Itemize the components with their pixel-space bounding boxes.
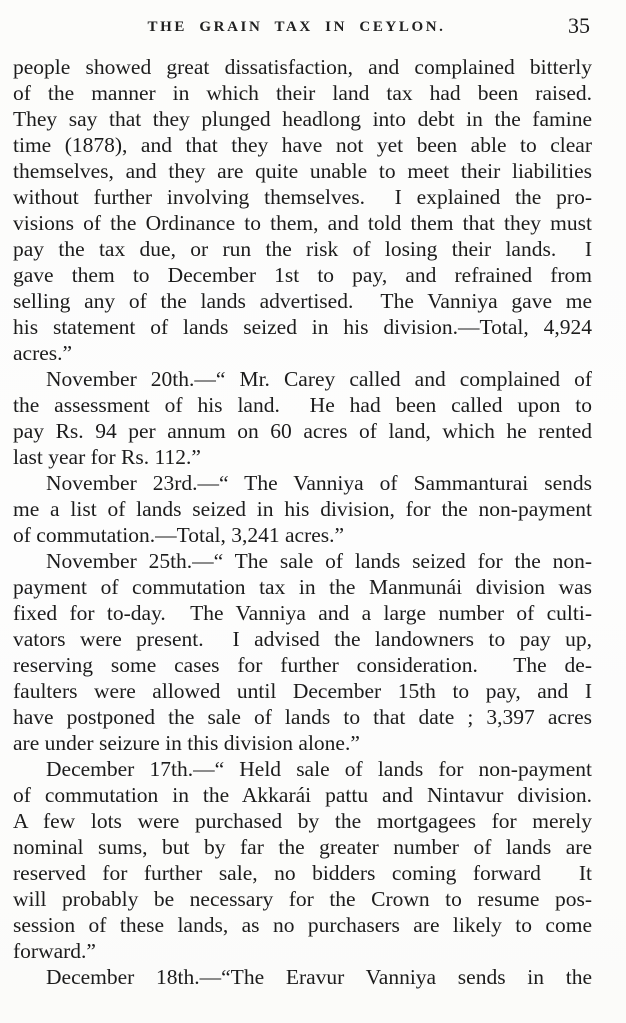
text-line: me a list of lands seized in his division, for the non-payment xyxy=(13,497,592,521)
text-line: payment of commutation tax in the Manmunái division was xyxy=(13,575,592,599)
text-line: themselves, and they are quite unable to meet their liabilities xyxy=(13,159,592,183)
text-line: visions of the Ordinance to them, and told them that they must xyxy=(13,211,592,235)
text-line: gave them to December 1st to pay, and refrained from xyxy=(13,263,592,287)
text-line: November 20th.—“ Mr. Carey called and complained of xyxy=(46,367,592,391)
paragraph xyxy=(13,756,592,964)
text-line: faulters were allowed until December 15th to pay, and I xyxy=(13,679,592,703)
text-line: acres.” xyxy=(13,341,73,365)
text-line: forward.” xyxy=(13,939,96,963)
text-line: A few lots were purchased by the mortgagees for merely xyxy=(13,809,592,833)
paragraph xyxy=(13,366,592,470)
text-line: time (1878), and that they have not yet been able to clear xyxy=(13,133,592,157)
text-line: December 17th.—“ Held sale of lands for non-payment xyxy=(46,757,592,781)
text-line: will probably be necessary for the Crown to resume pos- xyxy=(13,887,592,911)
text-line: of commutation in the Akkarái pattu and Nintavur division. xyxy=(13,783,592,807)
text-line: reserving some cases for further consideration. The de- xyxy=(13,653,592,677)
paragraph xyxy=(13,548,592,756)
text-line: session of these lands, as no purchasers are likely to come xyxy=(13,913,592,937)
page-number: 35 xyxy=(568,13,590,38)
text-line: fixed for to-day. The Vanniya and a large number of culti- xyxy=(13,601,592,625)
text-line: of the manner in which their land tax had been raised. xyxy=(13,81,592,105)
page-header xyxy=(13,12,592,42)
text-line: November 23rd.—“ The Vanniya of Sammanturai sends xyxy=(46,471,592,495)
text-line: They say that they plunged headlong into debt in the famine xyxy=(13,107,592,131)
text-line: pay Rs. 94 per annum on 60 acres of land, which he rented xyxy=(13,419,592,443)
text-line: have postponed the sale of lands to that date ; 3,397 acres xyxy=(13,705,592,729)
text-line: last year for Rs. 112.” xyxy=(13,445,201,469)
text-line: without further involving themselves. I explained the pro- xyxy=(13,185,592,209)
text-line: selling any of the lands advertised. The Vanniya gave me xyxy=(13,289,592,313)
text-line: vators were present. I advised the landowners to pay up, xyxy=(13,627,592,651)
text-line: December 18th.—“The Eravur Vanniya sends in the xyxy=(46,965,592,989)
text-line: the assessment of his land. He had been called upon to xyxy=(13,393,592,417)
text-line: reserved for further sale, no bidders coming forward It xyxy=(13,861,592,885)
paragraph xyxy=(13,964,592,990)
page-body xyxy=(13,54,592,990)
text-line: November 25th.—“ The sale of lands seized for the non- xyxy=(46,549,592,573)
text-line: his statement of lands seized in his division.—Total, 4,924 xyxy=(13,315,592,339)
paragraph xyxy=(13,470,592,548)
text-line: pay the tax due, or run the risk of losing their lands. I xyxy=(13,237,592,261)
text-line: nominal sums, but by far the greater number of lands are xyxy=(13,835,592,859)
text-line: of commutation.—Total, 3,241 acres.” xyxy=(13,523,345,547)
text-line: people showed great dissatisfaction, and complained bitterly xyxy=(13,55,592,79)
page-title: THE GRAIN TAX IN CEYLON. xyxy=(147,19,446,35)
text-line: are under seizure in this division alone.” xyxy=(13,731,360,755)
paragraph xyxy=(13,54,592,366)
